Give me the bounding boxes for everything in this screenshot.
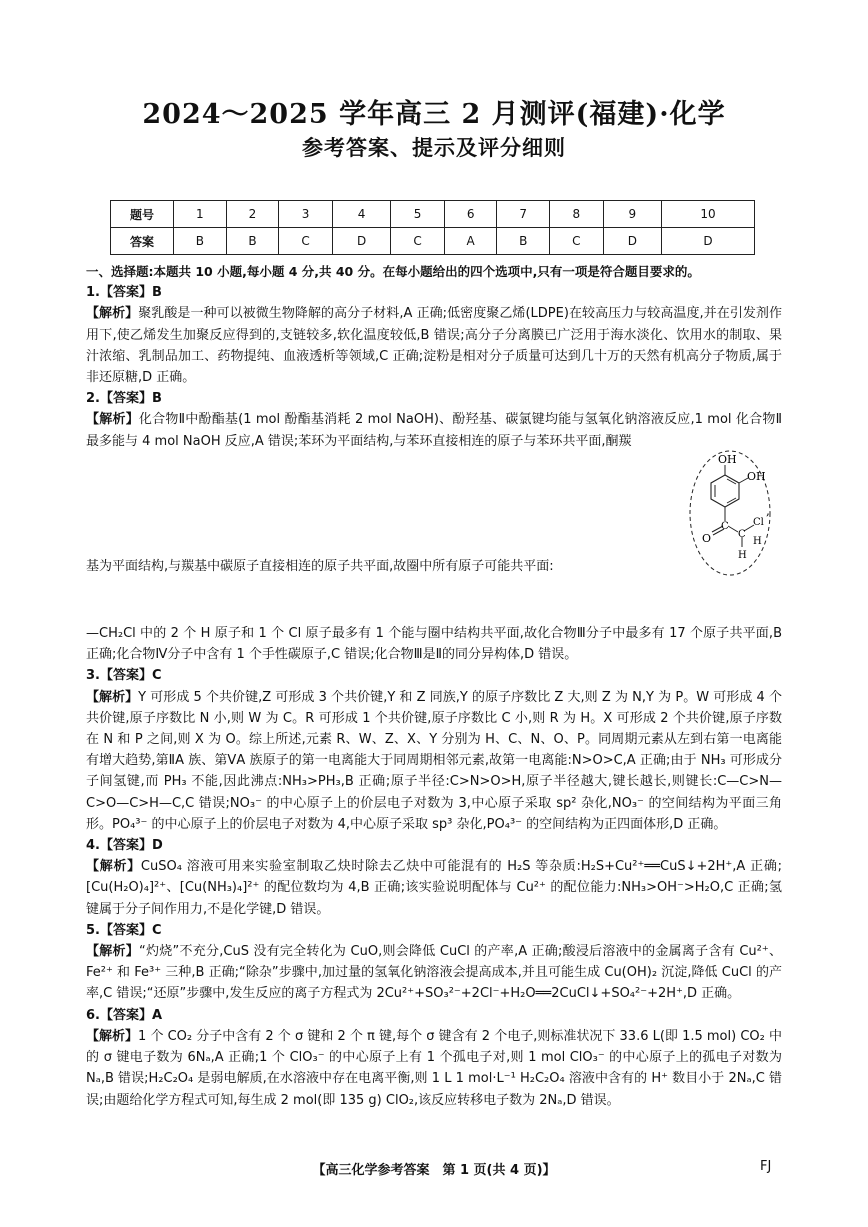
question-number: 3 bbox=[279, 201, 333, 228]
analysis-4 bbox=[86, 856, 782, 920]
atom-label: H bbox=[738, 550, 747, 561]
answer-cell: A bbox=[444, 228, 497, 255]
answer-cell: D bbox=[603, 228, 661, 255]
page-subtitle: 参考答案、提示及评分细则 bbox=[302, 135, 566, 160]
answer-line-1: 1.【答案】B bbox=[86, 285, 162, 301]
answer-line-4: 4.【答案】D bbox=[86, 838, 163, 854]
question-number: 9 bbox=[603, 201, 661, 228]
answer-cell: B bbox=[226, 228, 279, 255]
region-code: FJ bbox=[760, 1159, 772, 1174]
row-header-number: 题号 bbox=[111, 201, 174, 228]
answer-cell: B bbox=[174, 228, 227, 255]
molecule-structure-diagram bbox=[680, 449, 772, 577]
ring-double-bond bbox=[727, 498, 736, 503]
question-number: 1 bbox=[174, 201, 227, 228]
analysis-text: 1 个 CO₂ 分子中含有 2 个 σ 键和 2 个 π 键,每个 σ 键含有 2 个电子,则标准状况下 33.6 L(即 1.5 mol) CO₂ 中的 σ 键电子数为 6Nₐ,A 正确;1 个 ClO₃⁻ 的中心原子上有 1 个孤电子对,则 1 mol ClO₃⁻ 的中心原子上的孤电子对数为 Nₐ,B 错误;H₂C₂O₄ 是弱电解质,在水溶液中存在电离平衡,则 1 L 1 mol·L⁻¹ H₂C₂O₄ 溶液中含有的 H⁺ 数目小于 2Nₐ,C 错误;由题给化学方程式可知,每生成 2 mol(即 135 g) ClO₂,该反应转移电子数为 2Nₐ,D 错误。 bbox=[86, 1028, 782, 1108]
explanations bbox=[86, 261, 782, 1111]
row-header-answer: 答案 bbox=[111, 228, 174, 255]
analysis-tag: 【解析】 bbox=[86, 689, 139, 705]
analysis-2-structure-line: 基为平面结构,与羰基中碳原子直接相连的原子共平面,故圈中所有原子可能共平面: bbox=[86, 558, 554, 574]
question-number: 10 bbox=[662, 201, 755, 228]
answer-cell: D bbox=[332, 228, 390, 255]
question-number-row bbox=[111, 201, 755, 228]
analysis-text: “灼烧”不充分,CuS 没有完全转化为 CuO,则会降低 CuCl 的产率,A 正确;酸浸后溶液中的金属离子含有 Cu²⁺、Fe²⁺ 和 Fe³⁺ 三种,B 正确;“除杂”步骤中,加过量的氢氧化钠溶液会提高成本,并且可能生成 Cu(OH)₂ 沉淀,降低 CuCl 的产率,C 错误;“还原”步骤中,发生反应的离子方程式为 2Cu²⁺+SO₃²⁻+2Cl⁻+H₂O══2CuCl↓+SO₄²⁻+2H⁺,D 正确。 bbox=[86, 944, 782, 1002]
analysis-tag: 【解析】 bbox=[86, 1028, 139, 1044]
analysis-text: Y 可形成 5 个共价键,Z 可形成 3 个共价键,Y 和 Z 同族,Y 的原子序数比 Z 大,则 Z 为 N,Y 为 P。W 可形成 4 个共价键,原子序数比 N 小,则 W 为 C。R 可形成 1 个共价键,原子序数比 C 小,则 R 为 H。X 可形成 2 个共价键,原子序数在 N 和 P 之间,则 X 为 O。综上所述,元素 R、W、Z、X、Y 分别为 H、C、N、O、P。同周期元素从左到右第一电离能有增大趋势,第ⅡA 族、第ⅤA 族原子的第一电离能大于同周期相邻元素,故第一电离能:N>O>C,A 正确;由于 NH₃ 可形成分子间氢键,而 PH₃ 不能,因此沸点:NH₃>PH₃,B 正确;原子半径:C>N>O>H,原子半径越大,键长越长,则键长:C—C>N—C>O—C>H—C,C 错误;NO₃⁻ 的中心原子上的价层电子对数为 3,中心原子采取 sp² 杂化,NO₃⁻ 的空间结构为平面三角形。PO₄³⁻ 的中心原子上的价层电子对数为 4,中心原子采取 sp³ 杂化,PO₄³⁻ 的空间结构为正四面体形,D 正确。 bbox=[86, 689, 782, 832]
bond bbox=[728, 526, 738, 532]
atom-label: H bbox=[753, 536, 762, 547]
answer-cell: B bbox=[497, 228, 550, 255]
analysis-2-continued: —CH₂Cl 中的 2 个 H 原子和 1 个 Cl 原子最多有 1 个能与圈中结构共平面,故化合物Ⅲ分子中最多有 17 个原子共平面,B 正确;化合物Ⅳ分子中含有 1 个手性碳原子,C 错误;化合物Ⅲ是Ⅱ的同分异构体,D 错误。 bbox=[86, 626, 782, 663]
atom-label: OH bbox=[747, 470, 766, 483]
question-number: 4 bbox=[332, 201, 390, 228]
atom-label: OH bbox=[718, 453, 737, 466]
analysis-1 bbox=[86, 303, 782, 388]
analysis-tag: 【解析】 bbox=[86, 859, 141, 875]
analysis-2 bbox=[86, 409, 782, 451]
answer-cell: C bbox=[550, 228, 604, 255]
question-number: 8 bbox=[550, 201, 604, 228]
atom-label: Cl bbox=[753, 517, 764, 528]
analysis-tag: 【解析】 bbox=[86, 944, 140, 960]
comma-mark: , bbox=[766, 504, 770, 518]
answer-cell: C bbox=[279, 228, 333, 255]
answer-line-6: 6.【答案】A bbox=[86, 1007, 163, 1023]
question-number: 5 bbox=[391, 201, 445, 228]
answer-line-5: 5.【答案】C bbox=[86, 922, 162, 938]
question-number: 2 bbox=[226, 201, 279, 228]
analysis-text: 聚乳酸是一种可以被微生物降解的高分子材料,A 正确;低密度聚乙烯(LDPE)在较高压力与较高温度,并在引发剂作用下,使乙烯发生加聚反应得到的,支链较多,软化温度较低,B 错误;高分子分离膜已广泛用于海水淡化、饮用水的制取、果汁浓缩、乳制品加工、药物提纯、血液透析等领域,C 正确;淀粉是相对分子质量可达到几十万的天然有机高分子物质,属于非还原糖,D 正确。 bbox=[86, 306, 782, 386]
question-number: 7 bbox=[497, 201, 550, 228]
page-title: 2024～2025 学年高三 2 月测评(福建)·化学 bbox=[142, 99, 726, 130]
analysis-6 bbox=[86, 1026, 782, 1111]
atom-label: C bbox=[738, 529, 746, 540]
atom-label: O bbox=[702, 532, 712, 545]
analysis-text: 化合物Ⅱ中酚酯基(1 mol 酚酯基消耗 2 mol NaOH)、酚羟基、碳氯键均能与氢氧化钠溶液反应,1 mol 化合物Ⅱ最多能与 4 mol NaOH 反应,A 错误;苯环为平面结构,与苯环直接相连的原子与苯环共平面,酮羰 bbox=[86, 412, 782, 449]
answer-line-2: 2.【答案】B bbox=[86, 391, 162, 407]
answer-cell: C bbox=[391, 228, 445, 255]
answer-line-3: 3.【答案】C bbox=[86, 668, 162, 684]
section-heading: 一、选择题:本题共 10 小题,每小题 4 分,共 40 分。在每小题给出的四个选项中,只有一项是符合题目要求的。 bbox=[86, 264, 700, 279]
analysis-tag: 【解析】 bbox=[86, 306, 139, 322]
analysis-3 bbox=[86, 687, 782, 835]
analysis-5 bbox=[86, 941, 782, 1005]
analysis-tag: 【解析】 bbox=[86, 412, 139, 428]
atom-label: C bbox=[721, 521, 729, 532]
page-footer: 【高三化学参考答案 第 1 页(共 4 页)】 bbox=[312, 1163, 556, 1178]
question-number: 6 bbox=[444, 201, 497, 228]
ring-double-bond bbox=[727, 479, 736, 484]
answer-table bbox=[110, 200, 755, 255]
answer-cell: D bbox=[662, 228, 755, 255]
answer-row bbox=[111, 228, 755, 255]
analysis-text: CuSO₄ 溶液可用来实验室制取乙炔时除去乙炔中可能混有的 H₂S 等杂质:H₂S+Cu²⁺══CuS↓+2H⁺,A 正确;[Cu(H₂O)₄]²⁺、[Cu(NH₃)₄]²⁺ 的配位数均为 4,B 正确;该实验说明配体与 Cu²⁺ 的配位能力:NH₃>OH⁻>H₂O,C 正确;氢键属于分子间作用力,不是化学键,D 错误。 bbox=[86, 859, 782, 917]
